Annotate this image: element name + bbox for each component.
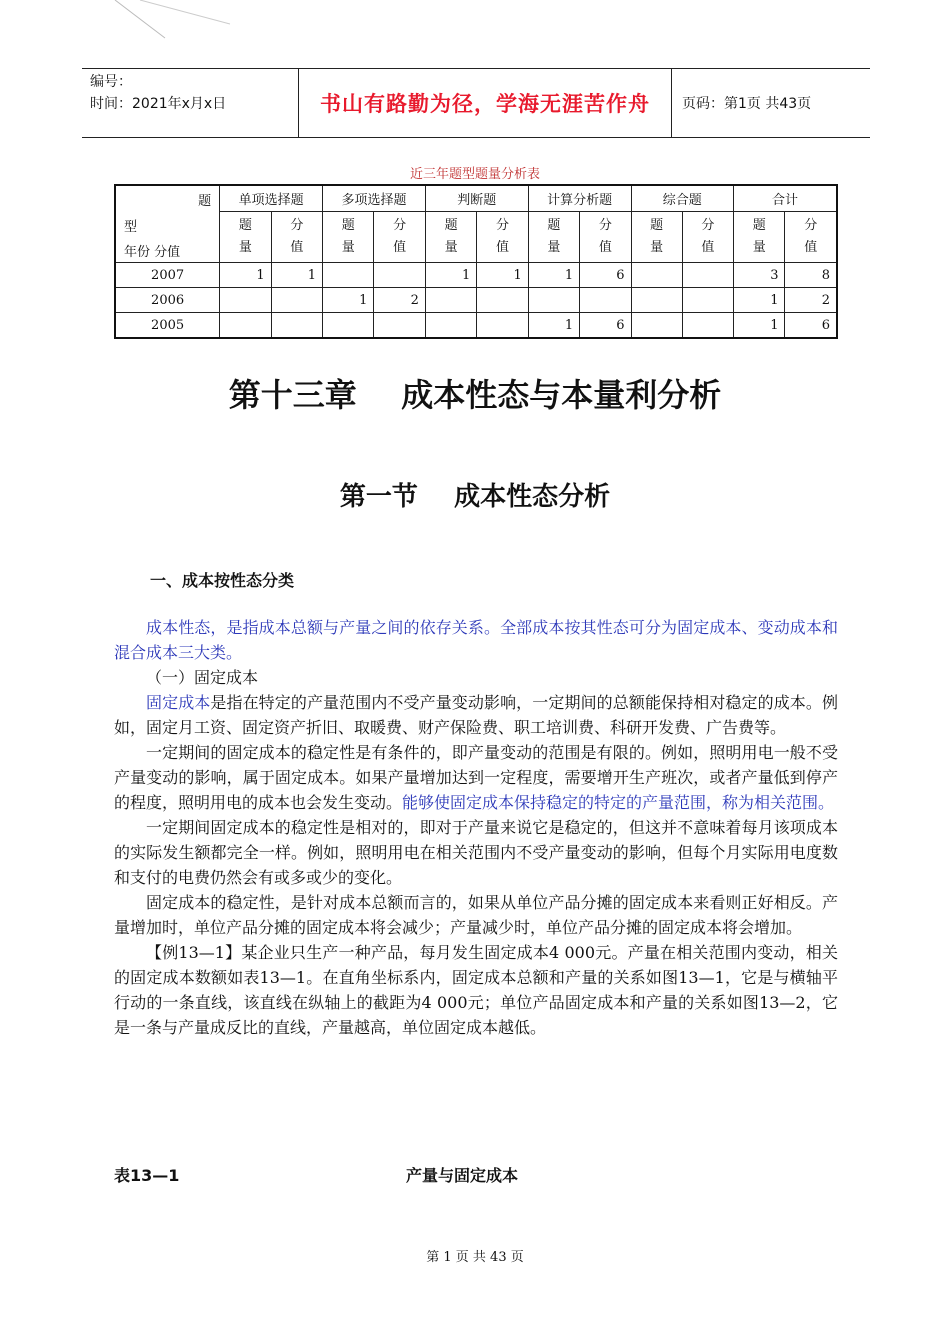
value-cell: 1	[528, 313, 579, 339]
value-cell	[631, 313, 682, 339]
corner-bottom: 年份 分值	[124, 245, 181, 260]
time-label: 时间：2021年x月x日	[90, 96, 227, 112]
value-cell	[580, 288, 631, 313]
type-header: 单项选择题	[220, 185, 323, 212]
paragraph: 【例13—1】某企业只生产一种产品，每月发生固定成本4 000元。产量在相关范围内变动，相关的固定成本数额如表13—1。在直角坐标系内，固定成本总额和产量的关系如图13—1，它是与横轴平行动的一条直线，该直线在纵轴上的截距为4 000元；单位产品固定成本和产量的关系如图13—2，它是一条与产量成反比的直线，产量越高，单位固定成本越低。	[114, 943, 838, 1037]
value-cell	[528, 288, 579, 313]
score-subheader: 分 值	[271, 212, 322, 263]
body-text	[114, 615, 838, 1040]
table-corner-cell	[115, 185, 220, 263]
header-page-label: 页码：第1页 共43页	[682, 96, 812, 112]
value-cell: 1	[734, 288, 785, 313]
value-cell: 1	[477, 263, 528, 288]
value-cell	[631, 288, 682, 313]
value-cell: 1	[323, 288, 374, 313]
header-motto: 书山有路勤为径，学海无涯苦作舟	[299, 69, 672, 137]
paragraph-text: 是指在特定的产量范围内不受产量变动影响，一定期间的总额能保持相对稳定的成本。例如，固定月工资、固定资产折旧、取暖费、财产保险费、职工培训费、科研开发费、广告费等。	[114, 693, 838, 737]
value-cell	[374, 263, 425, 288]
value-cell	[323, 263, 374, 288]
type-header: 判断题	[425, 185, 528, 212]
year-cell: 2006	[115, 288, 220, 313]
count-subheader: 题 量	[631, 212, 682, 263]
analysis-table	[114, 184, 838, 339]
table-row	[115, 263, 837, 288]
count-subheader: 题 量	[220, 212, 271, 263]
value-cell: 2	[374, 288, 425, 313]
paragraph: 成本性态，是指成本总额与产量之间的依存关系。全部成本按其性态可分为固定成本、变动成本和混合成本三大类。	[114, 618, 838, 662]
value-cell: 1	[425, 263, 476, 288]
table-row	[115, 313, 837, 339]
value-cell: 3	[734, 263, 785, 288]
value-cell: 1	[528, 263, 579, 288]
value-cell	[477, 288, 528, 313]
type-header: 多项选择题	[323, 185, 426, 212]
number-label: 编号：	[90, 74, 132, 90]
paragraph-text: 一定期间的固定成本的稳定性是有条件的，即产量变动的范围是有限的。例如，照明用电一般不受产量变动的影响，属于固定成本。如果产量增加达到一定程度，需要增开生产班次，或者产量低到停产的程度，照明用电的成本也会发生变动。	[114, 743, 838, 812]
value-cell: 2	[785, 288, 837, 313]
value-cell	[220, 288, 271, 313]
chapter-title: 第十三章 成本性态与本量利分析	[228, 376, 722, 414]
score-subheader: 分 值	[374, 212, 425, 263]
value-cell	[271, 313, 322, 339]
section-title: 第一节 成本性态分析	[339, 482, 611, 512]
value-cell	[323, 313, 374, 339]
score-subheader: 分 值	[785, 212, 837, 263]
value-cell: 1	[220, 263, 271, 288]
table-title: 产量与固定成本	[406, 1166, 519, 1185]
score-subheader: 分 值	[682, 212, 733, 263]
value-cell: 6	[785, 313, 837, 339]
value-cell	[425, 288, 476, 313]
page-footer: 第 1 页 共 43 页	[426, 1250, 524, 1265]
page-header	[82, 68, 870, 138]
type-header: 计算分析题	[528, 185, 631, 212]
paragraph	[114, 740, 838, 815]
paragraph: （一）固定成本	[146, 668, 259, 687]
analysis-table-caption: 近三年题型题量分析表	[409, 167, 540, 182]
type-header: 综合题	[631, 185, 734, 212]
term-highlight: 固定成本	[146, 693, 211, 712]
table-row	[115, 288, 837, 313]
count-subheader: 题 量	[734, 212, 785, 263]
subsection-title: 一、成本按性态分类	[150, 571, 295, 590]
value-cell	[682, 263, 733, 288]
score-subheader: 分 值	[477, 212, 528, 263]
value-cell: 8	[785, 263, 837, 288]
value-cell	[631, 263, 682, 288]
corner-decoration	[0, 0, 240, 60]
paragraph	[114, 690, 838, 740]
corner-top: 题	[198, 194, 212, 209]
type-header: 合计	[734, 185, 837, 212]
term-highlight: 能够使固定成本保持稳定的特定的产量范围，称为相关范围。	[402, 793, 835, 812]
corner-mid: 型	[124, 220, 138, 235]
value-cell	[425, 313, 476, 339]
value-cell	[271, 288, 322, 313]
value-cell	[374, 313, 425, 339]
count-subheader: 题 量	[425, 212, 476, 263]
value-cell: 6	[580, 313, 631, 339]
header-meta	[82, 69, 299, 137]
year-cell: 2007	[115, 263, 220, 288]
value-cell	[682, 313, 733, 339]
count-subheader: 题 量	[528, 212, 579, 263]
value-cell: 1	[734, 313, 785, 339]
score-subheader: 分 值	[580, 212, 631, 263]
value-cell	[477, 313, 528, 339]
value-cell	[682, 288, 733, 313]
paragraph: 一定期间固定成本的稳定性是相对的，即对于产量来说它是稳定的，但这并不意味着每月该项成本的实际发生额都完全一样。例如，照明用电在相关范围内不受产量变动的影响，但每个月实际用电度数和支付的电费仍然会有或多或少的变化。	[114, 818, 838, 887]
value-cell: 6	[580, 263, 631, 288]
paragraph: 固定成本的稳定性，是针对成本总额而言的，如果从单位产品分摊的固定成本来看则正好相反。产量增加时，单位产品分摊的固定成本将会减少；产量减少时，单位产品分摊的固定成本将会增加。	[114, 893, 838, 937]
value-cell	[220, 313, 271, 339]
year-cell: 2005	[115, 313, 220, 339]
table-number: 表13—1	[114, 1166, 180, 1185]
value-cell: 1	[271, 263, 322, 288]
count-subheader: 题 量	[323, 212, 374, 263]
